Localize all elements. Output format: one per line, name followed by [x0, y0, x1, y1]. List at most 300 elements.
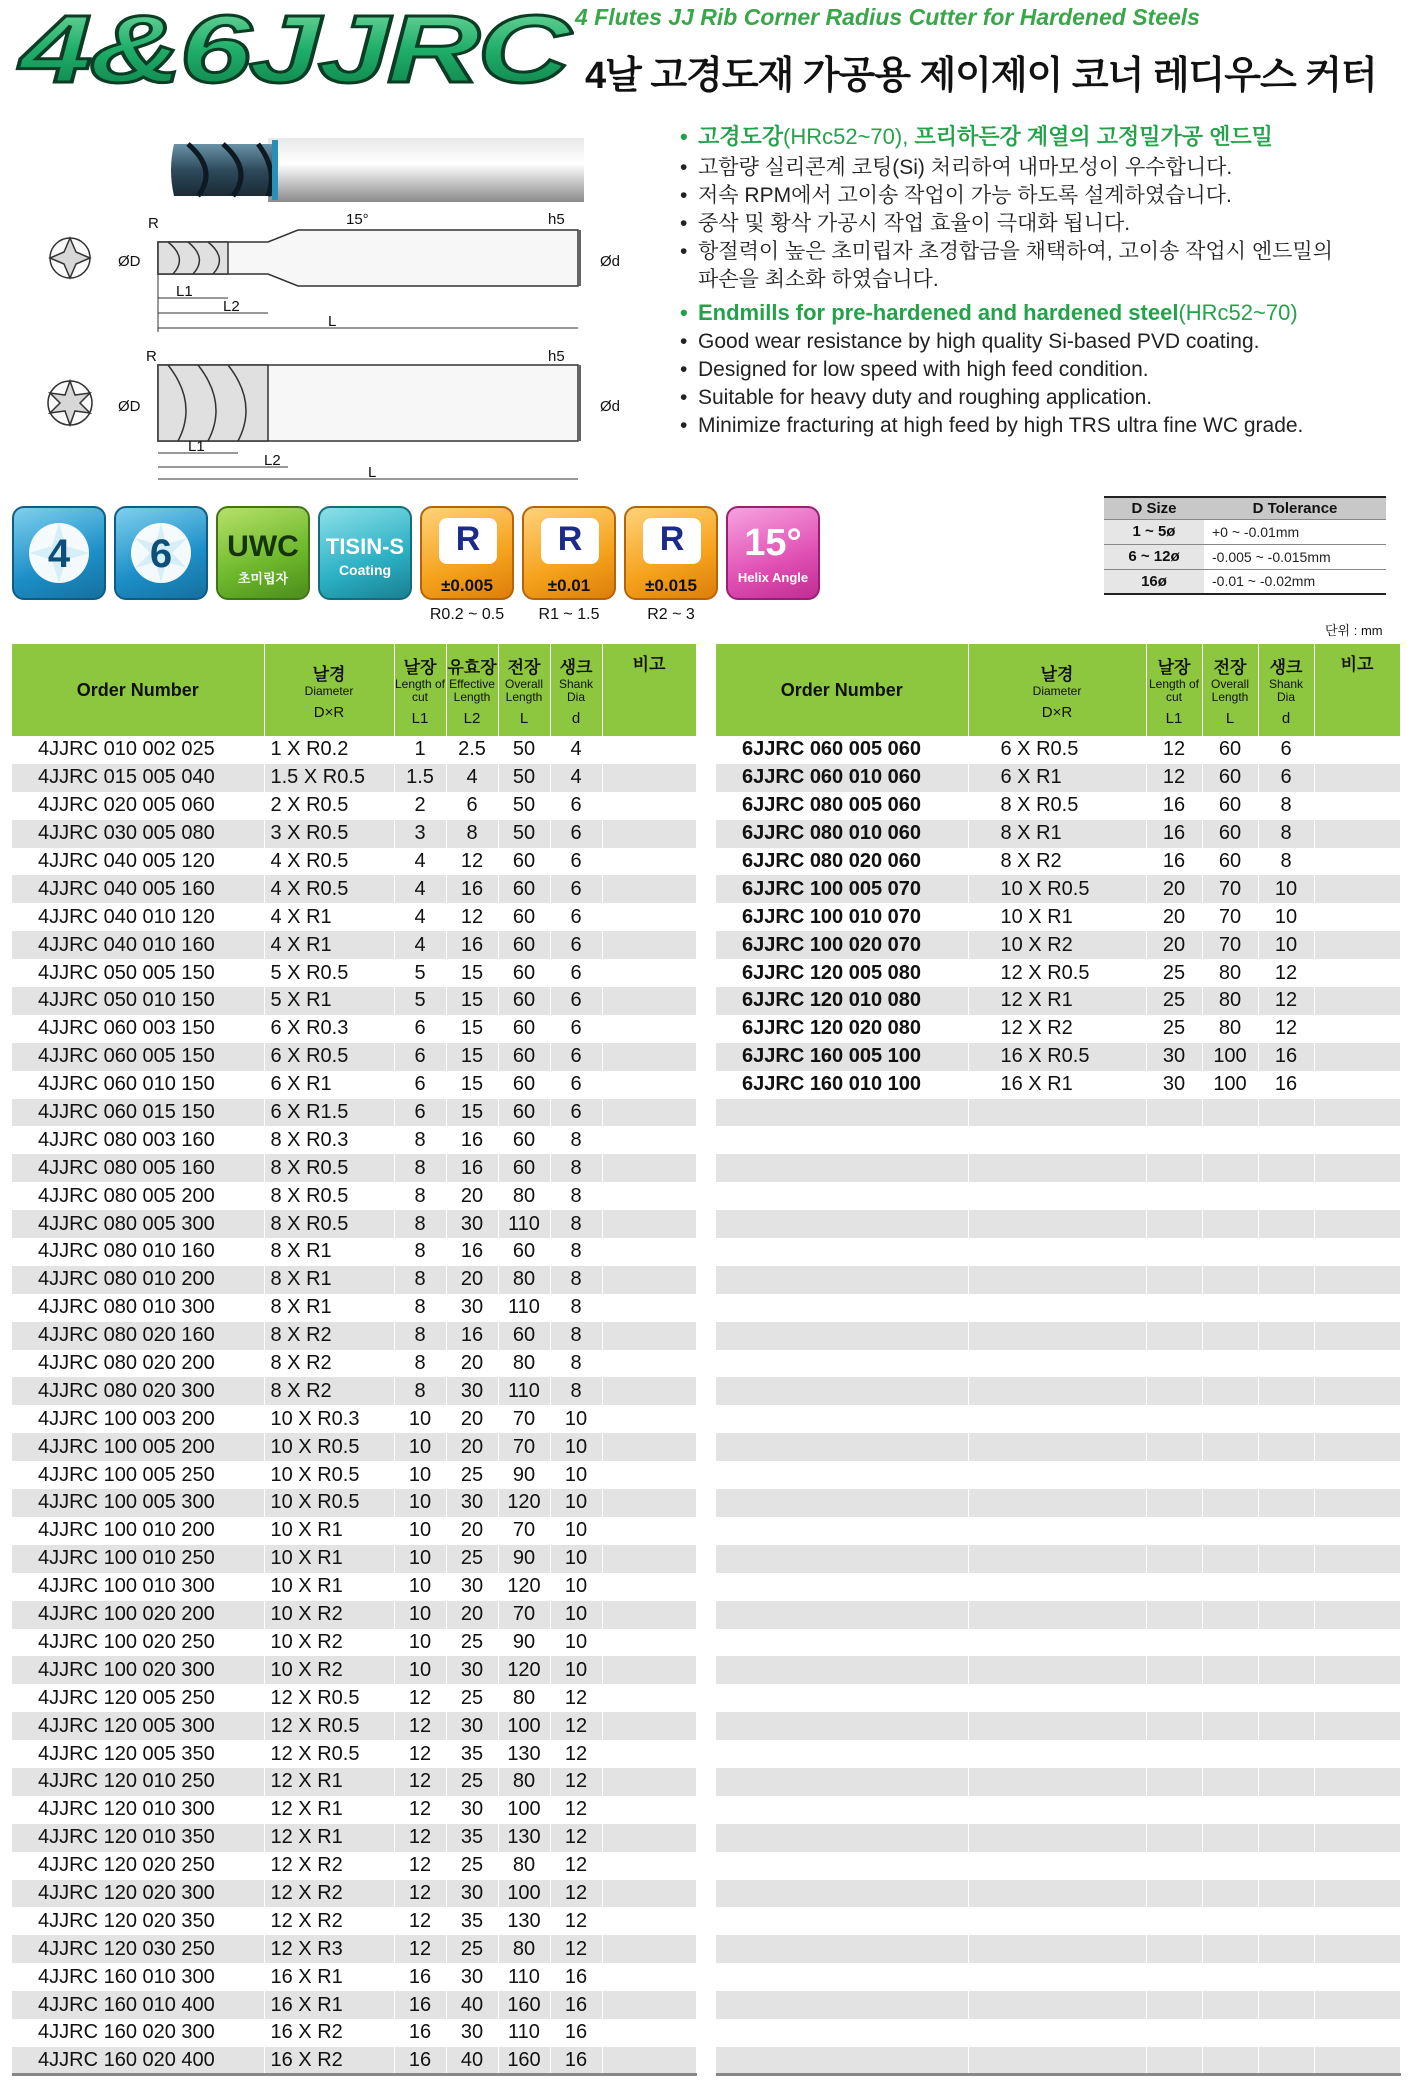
empty-cell — [1146, 1573, 1202, 1601]
remark-cell — [1314, 1015, 1400, 1043]
tolerance-value: -0.01 ~ -0.02mm — [1204, 569, 1386, 594]
shank-dia-cell: 16 — [550, 1991, 602, 2019]
shank-dia-cell: 6 — [550, 931, 602, 959]
overall-length-cell: 120 — [498, 1656, 550, 1684]
empty-cell — [1258, 1126, 1314, 1154]
remark-cell — [602, 1015, 696, 1043]
shank-dia-cell: 12 — [550, 1712, 602, 1740]
order-number-cell: 4JJRC 080 005 300 — [12, 1210, 264, 1238]
effective-length-cell: 15 — [446, 987, 498, 1015]
remark-cell — [602, 1238, 696, 1266]
empty-cell — [1314, 1712, 1400, 1740]
effective-length-cell: 30 — [446, 1712, 498, 1740]
order-number-cell: 4JJRC 100 005 250 — [12, 1461, 264, 1489]
overall-length-cell: 60 — [1202, 736, 1258, 764]
empty-cell — [1146, 1154, 1202, 1182]
overall-length-cell: 70 — [498, 1601, 550, 1629]
empty-cell — [968, 1684, 1146, 1712]
shank-dia-cell: 8 — [550, 1266, 602, 1294]
shank-dia-cell: 12 — [1258, 987, 1314, 1015]
empty-cell — [1202, 1824, 1258, 1852]
diameter-cell: 8 X R1 — [264, 1266, 394, 1294]
overall-length-cell: 80 — [498, 1935, 550, 1963]
empty-cell — [1258, 1963, 1314, 1991]
diameter-cell: 3 X R0.5 — [264, 820, 394, 848]
remark-cell — [602, 931, 696, 959]
empty-cell — [716, 1266, 968, 1294]
table-row — [12, 2019, 696, 2047]
empty-table-row — [716, 1238, 1400, 1266]
remark-cell — [602, 1629, 696, 1657]
svg-text:L2: L2 — [223, 298, 240, 315]
empty-cell — [1202, 1768, 1258, 1796]
overall-length-cell: 100 — [498, 1712, 550, 1740]
order-number-cell: 4JJRC 080 010 160 — [12, 1238, 264, 1266]
empty-cell — [1146, 1629, 1202, 1657]
empty-cell — [1146, 1935, 1202, 1963]
empty-cell — [1258, 1935, 1314, 1963]
empty-cell — [1258, 1740, 1314, 1768]
diameter-cell: 16 X R1 — [264, 1991, 394, 2019]
empty-cell — [1258, 1322, 1314, 1350]
overall-length-cell: 60 — [498, 875, 550, 903]
empty-table-row — [716, 1154, 1400, 1182]
order-number-cell: 4JJRC 100 005 300 — [12, 1489, 264, 1517]
table-row — [12, 1852, 696, 1880]
empty-cell — [1146, 2047, 1202, 2075]
shank-dia-cell: 16 — [1258, 1043, 1314, 1071]
shank-dia-cell: 10 — [550, 1461, 602, 1489]
order-number-cell: 4JJRC 050 005 150 — [12, 959, 264, 987]
radius-tolerance-icon: R ±0.01 — [522, 506, 616, 600]
shank-dia-cell: 12 — [550, 1852, 602, 1880]
header-remark: 비고 — [1314, 644, 1400, 736]
length-of-cut-cell: 10 — [394, 1433, 446, 1461]
effective-length-cell: 16 — [446, 931, 498, 959]
shank-dia-cell: 8 — [550, 1154, 602, 1182]
table-row — [12, 764, 696, 792]
order-number-cell: 4JJRC 040 005 120 — [12, 848, 264, 876]
order-number-cell: 4JJRC 120 020 350 — [12, 1907, 264, 1935]
length-of-cut-cell: 1 — [394, 736, 446, 764]
length-of-cut-cell: 10 — [394, 1489, 446, 1517]
remark-cell — [602, 848, 696, 876]
empty-cell — [968, 2019, 1146, 2047]
header-shank-dia: 생크 Shank Dia d — [1258, 644, 1314, 736]
empty-cell — [1314, 1824, 1400, 1852]
order-number-cell: 4JJRC 040 010 160 — [12, 931, 264, 959]
svg-text:L2: L2 — [264, 452, 281, 469]
feature-item: • 저속 RPM에서 고이송 작업이 가능 하도록 설계하였습니다. — [680, 184, 1232, 207]
remark-cell — [602, 875, 696, 903]
empty-cell — [968, 1489, 1146, 1517]
table-row — [12, 1740, 696, 1768]
empty-cell — [1202, 1796, 1258, 1824]
order-number-cell: 6JJRC 120 005 080 — [716, 959, 968, 987]
diameter-cell: 6 X R1 — [968, 764, 1146, 792]
overall-length-cell: 50 — [498, 764, 550, 792]
shank-dia-cell: 8 — [550, 1126, 602, 1154]
order-number-cell: 4JJRC 100 010 250 — [12, 1545, 264, 1573]
empty-cell — [1202, 1238, 1258, 1266]
empty-cell — [1258, 1573, 1314, 1601]
effective-length-cell: 16 — [446, 1238, 498, 1266]
empty-table-row — [716, 1629, 1400, 1657]
feature-item: • 고함량 실리콘계 코팅(Si) 처리하여 내마모성이 우수합니다. — [680, 156, 1233, 179]
header-shank-dia: 생크 Shank Dia d — [550, 644, 602, 736]
length-of-cut-cell: 1.5 — [394, 764, 446, 792]
empty-cell — [716, 2019, 968, 2047]
remark-cell — [602, 1182, 696, 1210]
shank-dia-cell: 6 — [550, 792, 602, 820]
overall-length-cell: 60 — [498, 1043, 550, 1071]
remark-cell — [602, 1126, 696, 1154]
remark-cell — [602, 792, 696, 820]
effective-length-cell: 20 — [446, 1601, 498, 1629]
overall-length-cell: 60 — [1202, 848, 1258, 876]
shank-dia-cell: 6 — [550, 848, 602, 876]
overall-length-cell: 80 — [498, 1182, 550, 1210]
empty-cell — [1258, 1461, 1314, 1489]
svg-text:ØD: ØD — [118, 253, 141, 270]
shank-dia-cell: 6 — [550, 1071, 602, 1099]
empty-cell — [968, 1963, 1146, 1991]
order-number-cell: 4JJRC 040 005 160 — [12, 875, 264, 903]
remark-cell — [602, 1852, 696, 1880]
table-row — [716, 1015, 1400, 1043]
remark-cell — [1314, 848, 1400, 876]
empty-cell — [968, 1768, 1146, 1796]
shank-dia-cell: 6 — [550, 959, 602, 987]
unit-label: 단위 : mm — [1325, 623, 1383, 638]
order-number-cell: 4JJRC 160 010 300 — [12, 1963, 264, 1991]
shank-dia-cell: 8 — [1258, 848, 1314, 876]
empty-cell — [1258, 1238, 1314, 1266]
order-number-cell: 6JJRC 120 010 080 — [716, 987, 968, 1015]
overall-length-cell: 110 — [498, 2019, 550, 2047]
empty-table-row — [716, 1712, 1400, 1740]
shank-dia-cell: 10 — [550, 1545, 602, 1573]
header-effective-length: 유효장 Effective Length L2 — [446, 644, 498, 736]
remark-cell — [1314, 959, 1400, 987]
empty-cell — [1314, 1907, 1400, 1935]
diameter-cell: 10 X R0.5 — [968, 875, 1146, 903]
empty-cell — [1146, 1712, 1202, 1740]
radius-tolerance-icon: R ±0.005 — [420, 506, 514, 600]
remark-cell — [1314, 875, 1400, 903]
diameter-cell: 12 X R0.5 — [264, 1740, 394, 1768]
effective-length-cell: 16 — [446, 875, 498, 903]
length-of-cut-cell: 10 — [394, 1461, 446, 1489]
shank-dia-cell: 10 — [1258, 875, 1314, 903]
table-row — [12, 1545, 696, 1573]
empty-table-row — [716, 1824, 1400, 1852]
length-of-cut-cell: 6 — [394, 1015, 446, 1043]
effective-length-cell: 15 — [446, 1015, 498, 1043]
diameter-cell: 16 X R2 — [264, 2047, 394, 2075]
remark-cell — [602, 1545, 696, 1573]
empty-cell — [968, 1126, 1146, 1154]
empty-table-row — [716, 1294, 1400, 1322]
overall-length-cell: 130 — [498, 1907, 550, 1935]
empty-table-row — [716, 2047, 1400, 2075]
diameter-cell: 12 X R1 — [264, 1768, 394, 1796]
length-of-cut-cell: 12 — [394, 1712, 446, 1740]
empty-cell — [1202, 1573, 1258, 1601]
remark-cell — [602, 1768, 696, 1796]
overall-length-cell: 160 — [498, 1991, 550, 2019]
length-of-cut-cell: 16 — [394, 2047, 446, 2075]
table-row — [12, 1824, 696, 1852]
overall-length-cell: 110 — [498, 1294, 550, 1322]
shank-dia-cell: 8 — [550, 1182, 602, 1210]
remark-cell — [1314, 931, 1400, 959]
effective-length-cell: 40 — [446, 1991, 498, 2019]
table-row — [12, 1238, 696, 1266]
diameter-cell: 6 X R1.5 — [264, 1099, 394, 1127]
length-of-cut-cell: 25 — [1146, 1015, 1202, 1043]
svg-text:Ød: Ød — [600, 398, 621, 415]
empty-cell — [1202, 1629, 1258, 1657]
length-of-cut-cell: 16 — [1146, 848, 1202, 876]
effective-length-cell: 25 — [446, 1629, 498, 1657]
header-diameter: 날경 Diameter D×R — [264, 644, 394, 736]
diameter-cell: 8 X R2 — [968, 848, 1146, 876]
empty-table-row — [716, 1377, 1400, 1405]
empty-cell — [1314, 1796, 1400, 1824]
diameter-cell: 10 X R1 — [264, 1573, 394, 1601]
empty-cell — [1202, 1684, 1258, 1712]
order-number-cell: 4JJRC 080 020 200 — [12, 1350, 264, 1378]
table-row — [12, 1963, 696, 1991]
diameter-cell: 12 X R1 — [264, 1796, 394, 1824]
empty-cell — [1146, 1852, 1202, 1880]
overall-length-cell: 60 — [498, 959, 550, 987]
empty-cell — [1202, 1182, 1258, 1210]
overall-length-cell: 80 — [1202, 1015, 1258, 1043]
empty-cell — [1258, 2047, 1314, 2075]
empty-cell — [1314, 1852, 1400, 1880]
diameter-cell: 8 X R0.3 — [264, 1126, 394, 1154]
length-of-cut-cell: 8 — [394, 1210, 446, 1238]
diameter-cell: 10 X R2 — [264, 1629, 394, 1657]
empty-cell — [716, 1573, 968, 1601]
shank-dia-cell: 12 — [550, 1796, 602, 1824]
empty-cell — [716, 1489, 968, 1517]
diameter-cell: 8 X R0.5 — [968, 792, 1146, 820]
overall-length-cell: 50 — [498, 736, 550, 764]
diameter-cell: 12 X R3 — [264, 1935, 394, 1963]
empty-table-row — [716, 1601, 1400, 1629]
overall-length-cell: 120 — [498, 1573, 550, 1601]
empty-cell — [1258, 1852, 1314, 1880]
header-length-of-cut: 날장 Length of cut L1 — [394, 644, 446, 736]
empty-cell — [1314, 1433, 1400, 1461]
remark-cell — [602, 1880, 696, 1908]
effective-length-cell: 20 — [446, 1182, 498, 1210]
length-of-cut-cell: 12 — [1146, 764, 1202, 792]
overall-length-cell: 80 — [498, 1852, 550, 1880]
table-row — [12, 1991, 696, 2019]
length-of-cut-cell: 4 — [394, 903, 446, 931]
empty-cell — [1258, 1880, 1314, 1908]
table-row — [12, 1656, 696, 1684]
table-row — [12, 1210, 696, 1238]
table-row — [12, 1322, 696, 1350]
shank-dia-cell: 6 — [550, 987, 602, 1015]
order-number-cell: 6JJRC 080 010 060 — [716, 820, 968, 848]
diameter-cell: 8 X R2 — [264, 1322, 394, 1350]
order-number-cell: 4JJRC 080 005 200 — [12, 1182, 264, 1210]
table-row — [12, 1768, 696, 1796]
overall-length-cell: 60 — [1202, 820, 1258, 848]
empty-cell — [1314, 2047, 1400, 2075]
overall-length-cell: 130 — [498, 1740, 550, 1768]
empty-cell — [968, 1517, 1146, 1545]
overall-length-cell: 100 — [498, 1880, 550, 1908]
empty-cell — [1258, 1684, 1314, 1712]
empty-cell — [1146, 2019, 1202, 2047]
table-row — [716, 792, 1400, 820]
effective-length-cell: 12 — [446, 903, 498, 931]
tolerance-header-tol: D Tolerance — [1204, 497, 1386, 519]
flutes-4-icon: 4 — [12, 506, 106, 600]
length-of-cut-cell: 12 — [394, 1824, 446, 1852]
diameter-cell: 4 X R1 — [264, 931, 394, 959]
order-number-cell: 4JJRC 120 005 300 — [12, 1712, 264, 1740]
remark-cell — [602, 1824, 696, 1852]
length-of-cut-cell: 2 — [394, 792, 446, 820]
empty-cell — [1146, 1907, 1202, 1935]
empty-cell — [1146, 1433, 1202, 1461]
empty-cell — [1202, 1991, 1258, 2019]
empty-cell — [1258, 1907, 1314, 1935]
empty-table-row — [716, 1935, 1400, 1963]
table-row — [12, 1126, 696, 1154]
diameter-cell: 10 X R0.5 — [264, 1461, 394, 1489]
table-row — [716, 848, 1400, 876]
empty-cell — [1202, 1852, 1258, 1880]
effective-length-cell: 30 — [446, 1656, 498, 1684]
empty-cell — [716, 1880, 968, 1908]
empty-table-row — [716, 1433, 1400, 1461]
shank-dia-cell: 16 — [550, 2047, 602, 2075]
table-row — [12, 792, 696, 820]
remark-cell — [602, 1154, 696, 1182]
overall-length-cell: 60 — [498, 1238, 550, 1266]
empty-cell — [716, 1629, 968, 1657]
table-row — [12, 1154, 696, 1182]
length-of-cut-cell: 8 — [394, 1322, 446, 1350]
empty-cell — [968, 1377, 1146, 1405]
shank-dia-cell: 12 — [550, 1740, 602, 1768]
order-number-cell: 4JJRC 060 003 150 — [12, 1015, 264, 1043]
empty-cell — [1314, 1963, 1400, 1991]
svg-text:h5: h5 — [548, 348, 565, 365]
remark-cell — [602, 1433, 696, 1461]
empty-cell — [1258, 1656, 1314, 1684]
length-of-cut-cell: 4 — [394, 931, 446, 959]
empty-cell — [1258, 1545, 1314, 1573]
empty-cell — [968, 1601, 1146, 1629]
diameter-cell: 1.5 X R0.5 — [264, 764, 394, 792]
length-of-cut-cell: 16 — [394, 2019, 446, 2047]
remark-cell — [602, 1322, 696, 1350]
diameter-cell: 12 X R0.5 — [264, 1684, 394, 1712]
empty-cell — [1202, 1712, 1258, 1740]
diameter-cell: 8 X R1 — [264, 1238, 394, 1266]
effective-length-cell: 30 — [446, 1377, 498, 1405]
effective-length-cell: 35 — [446, 1907, 498, 1935]
shank-dia-cell: 6 — [1258, 764, 1314, 792]
length-of-cut-cell: 8 — [394, 1377, 446, 1405]
header-order-number: Order Number — [12, 644, 264, 736]
empty-cell — [716, 1405, 968, 1433]
empty-cell — [1314, 1210, 1400, 1238]
effective-length-cell: 20 — [446, 1350, 498, 1378]
order-number-cell: 4JJRC 120 030 250 — [12, 1935, 264, 1963]
empty-cell — [1258, 1182, 1314, 1210]
order-number-cell: 4JJRC 060 005 150 — [12, 1043, 264, 1071]
order-number-cell: 6JJRC 060 010 060 — [716, 764, 968, 792]
empty-cell — [1258, 1517, 1314, 1545]
empty-cell — [1146, 1099, 1202, 1127]
shank-dia-cell: 8 — [1258, 820, 1314, 848]
length-of-cut-cell: 6 — [394, 1071, 446, 1099]
empty-cell — [1314, 1740, 1400, 1768]
empty-table-row — [716, 1210, 1400, 1238]
diameter-cell: 10 X R0.5 — [264, 1433, 394, 1461]
diameter-cell: 2 X R0.5 — [264, 792, 394, 820]
effective-length-cell: 20 — [446, 1266, 498, 1294]
diameter-cell: 6 X R0.5 — [968, 736, 1146, 764]
empty-cell — [716, 1433, 968, 1461]
order-number-cell: 4JJRC 100 003 200 — [12, 1405, 264, 1433]
empty-cell — [968, 1656, 1146, 1684]
empty-cell — [1202, 1377, 1258, 1405]
empty-cell — [1314, 1294, 1400, 1322]
table-row — [12, 1294, 696, 1322]
product-table-4-flute — [12, 644, 697, 2076]
effective-length-cell: 40 — [446, 2047, 498, 2075]
empty-table-row — [716, 1322, 1400, 1350]
shank-dia-cell: 10 — [550, 1405, 602, 1433]
svg-text:L: L — [328, 313, 337, 330]
remark-cell — [602, 736, 696, 764]
empty-cell — [1202, 1154, 1258, 1182]
empty-cell — [968, 1405, 1146, 1433]
shank-dia-cell: 16 — [550, 1963, 602, 1991]
empty-cell — [1258, 1210, 1314, 1238]
effective-length-cell: 20 — [446, 1405, 498, 1433]
empty-cell — [716, 1126, 968, 1154]
empty-table-row — [716, 1573, 1400, 1601]
length-of-cut-cell: 12 — [394, 1684, 446, 1712]
table-row — [716, 959, 1400, 987]
order-number-cell: 4JJRC 100 010 200 — [12, 1517, 264, 1545]
diameter-cell: 16 X R1 — [968, 1071, 1146, 1099]
table-row — [12, 959, 696, 987]
empty-cell — [1314, 1768, 1400, 1796]
empty-cell — [1314, 1322, 1400, 1350]
table-row — [12, 875, 696, 903]
empty-cell — [1314, 1377, 1400, 1405]
empty-cell — [1146, 1545, 1202, 1573]
diameter-cell: 8 X R2 — [264, 1377, 394, 1405]
order-number-cell: 4JJRC 120 010 300 — [12, 1796, 264, 1824]
shank-dia-cell: 12 — [1258, 959, 1314, 987]
svg-text:L1: L1 — [176, 283, 193, 300]
